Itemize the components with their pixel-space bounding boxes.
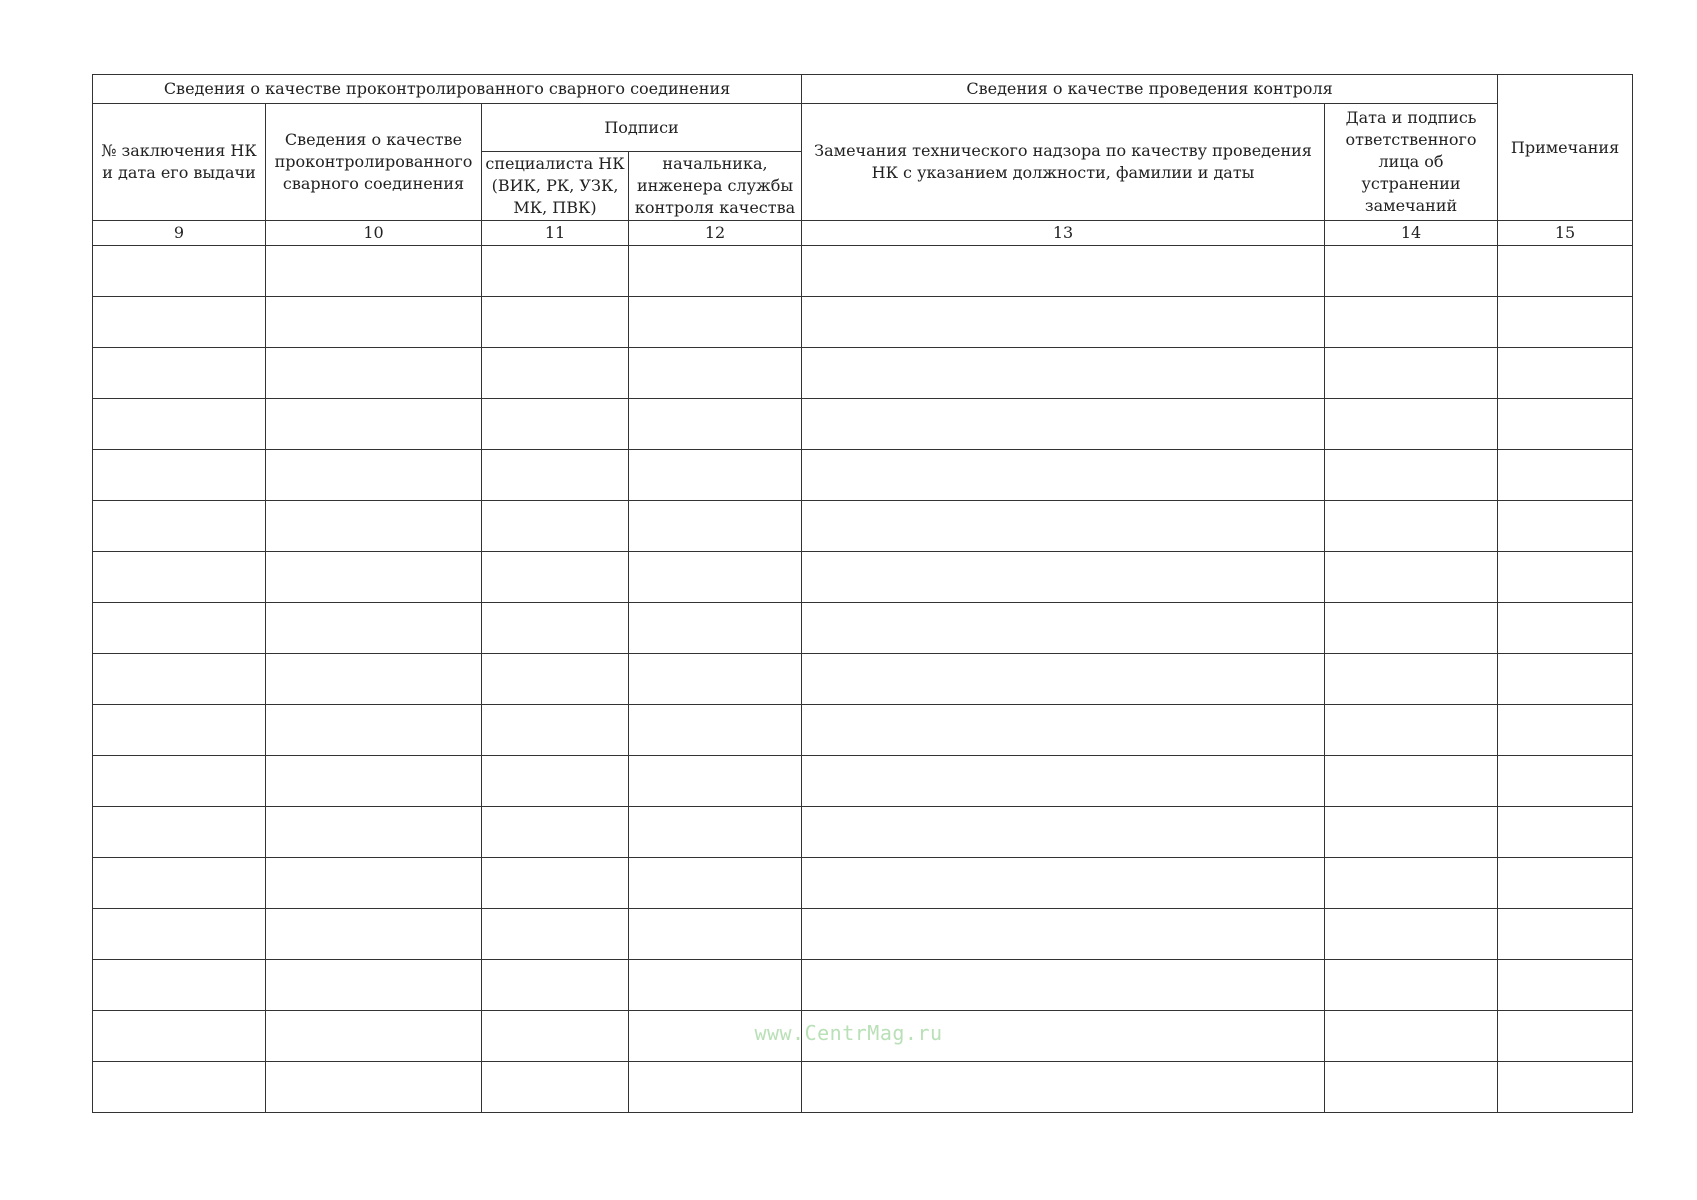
table-cell [802, 399, 1325, 450]
table-cell [802, 807, 1325, 858]
table-cell [266, 1062, 482, 1113]
table-row [93, 450, 1633, 501]
table-cell [629, 960, 802, 1011]
table-cell [266, 501, 482, 552]
table-cell [802, 246, 1325, 297]
table-cell [482, 654, 629, 705]
table-cell [1325, 858, 1498, 909]
table-cell [482, 297, 629, 348]
table-cell [93, 705, 266, 756]
table-cell [1325, 807, 1498, 858]
table-row [93, 501, 1633, 552]
header-signatures: Подписи [482, 104, 802, 152]
table-cell [629, 603, 802, 654]
table-cell [1325, 603, 1498, 654]
table-cell [1498, 450, 1633, 501]
table-cell [93, 654, 266, 705]
table-cell [482, 501, 629, 552]
table-cell [482, 858, 629, 909]
table-cell [93, 909, 266, 960]
journal-body [93, 246, 1633, 1113]
table-cell [1325, 960, 1498, 1011]
table-cell [266, 960, 482, 1011]
table-cell [629, 756, 802, 807]
table-cell [93, 960, 266, 1011]
table-cell [1325, 297, 1498, 348]
table-cell [93, 399, 266, 450]
table-cell [1325, 654, 1498, 705]
table-cell [629, 807, 802, 858]
table-cell [1498, 909, 1633, 960]
table-cell [482, 705, 629, 756]
table-cell [629, 552, 802, 603]
table-cell [1325, 705, 1498, 756]
table-cell [802, 1062, 1325, 1113]
table-cell [802, 909, 1325, 960]
table-cell [482, 450, 629, 501]
table-cell [266, 909, 482, 960]
table-cell [1498, 960, 1633, 1011]
column-number: 9 [93, 221, 266, 246]
table-cell [1325, 1062, 1498, 1113]
table-cell [1498, 552, 1633, 603]
group-header-weld-info: Сведения о качестве проконтролированного сварного соединения [93, 75, 802, 104]
table-cell [93, 807, 266, 858]
table-cell [802, 858, 1325, 909]
table-cell [802, 603, 1325, 654]
table-cell [266, 705, 482, 756]
table-cell [1498, 1062, 1633, 1113]
table-cell [93, 603, 266, 654]
table-cell [1325, 756, 1498, 807]
header-chief: начальника, инженера службы контроля качества [629, 152, 802, 221]
table-cell [1325, 399, 1498, 450]
journal-table [92, 74, 1633, 1113]
header-remarks: Замечания технического надзора по качеству проведения НК с указанием должности, фамилии и даты [802, 104, 1325, 221]
table-cell [802, 654, 1325, 705]
table-cell [93, 1062, 266, 1113]
table-cell [266, 450, 482, 501]
table-row [93, 399, 1633, 450]
table-row [93, 552, 1633, 603]
group-header-control-info: Сведения о качестве проведения контроля [802, 75, 1498, 104]
header-responsible: Дата и подпись ответственного лица об устранении замечаний [1325, 104, 1498, 221]
table-cell [802, 297, 1325, 348]
table-cell [482, 399, 629, 450]
table-cell [482, 552, 629, 603]
table-row [93, 348, 1633, 399]
table-cell [93, 756, 266, 807]
table-cell [1325, 501, 1498, 552]
table-cell [266, 246, 482, 297]
table-cell [482, 1062, 629, 1113]
header-weld-quality: Сведения о качестве проконтролированного сварного соединения [266, 104, 482, 221]
table-cell [93, 501, 266, 552]
table-cell [93, 450, 266, 501]
table-cell [1498, 399, 1633, 450]
column-number: 15 [1498, 221, 1633, 246]
table-cell [266, 756, 482, 807]
table-cell [1498, 501, 1633, 552]
table-cell [266, 399, 482, 450]
table-row [93, 705, 1633, 756]
column-number: 13 [802, 221, 1325, 246]
table-row [93, 246, 1633, 297]
table-cell [266, 654, 482, 705]
table-cell [482, 603, 629, 654]
table-cell [802, 348, 1325, 399]
table-cell [802, 705, 1325, 756]
table-cell [1498, 807, 1633, 858]
table-cell [629, 450, 802, 501]
table-cell [1498, 297, 1633, 348]
table-cell [802, 960, 1325, 1011]
table-cell [266, 807, 482, 858]
table-cell [629, 705, 802, 756]
table-cell [1498, 858, 1633, 909]
table-cell [802, 552, 1325, 603]
table-cell [482, 909, 629, 960]
table-cell [1498, 705, 1633, 756]
table-cell [93, 246, 266, 297]
table-cell [482, 756, 629, 807]
column-number: 10 [266, 221, 482, 246]
table-cell [802, 450, 1325, 501]
table-row [93, 654, 1633, 705]
table-cell [629, 654, 802, 705]
journal-page [92, 74, 1632, 1113]
table-cell [1325, 909, 1498, 960]
table-cell [266, 603, 482, 654]
table-cell [629, 1062, 802, 1113]
table-cell [266, 858, 482, 909]
column-number: 14 [1325, 221, 1498, 246]
table-row [93, 756, 1633, 807]
table-cell [1498, 246, 1633, 297]
table-cell [266, 297, 482, 348]
column-number: 11 [482, 221, 629, 246]
table-row [93, 297, 1633, 348]
table-cell [482, 246, 629, 297]
table-row [93, 603, 1633, 654]
table-cell [482, 807, 629, 858]
table-cell [802, 501, 1325, 552]
table-cell [629, 399, 802, 450]
table-cell [266, 552, 482, 603]
table-row [93, 909, 1633, 960]
table-cell [1325, 246, 1498, 297]
table-cell [93, 552, 266, 603]
table-cell [629, 909, 802, 960]
header-conclusion: № заключения НК и дата его выдачи [93, 104, 266, 221]
table-cell [629, 858, 802, 909]
table-cell [629, 297, 802, 348]
table-cell [93, 858, 266, 909]
table-cell [482, 348, 629, 399]
table-cell [266, 348, 482, 399]
table-cell [1498, 654, 1633, 705]
table-cell [1498, 603, 1633, 654]
table-cell [629, 348, 802, 399]
table-cell [1325, 552, 1498, 603]
table-row [93, 1062, 1633, 1113]
header-notes: Примечания [1498, 75, 1633, 221]
table-cell [93, 297, 266, 348]
table-cell [629, 501, 802, 552]
table-cell [93, 348, 266, 399]
table-row [93, 960, 1633, 1011]
table-cell [1498, 348, 1633, 399]
table-row [93, 807, 1633, 858]
column-number: 12 [629, 221, 802, 246]
table-cell [1498, 756, 1633, 807]
watermark: www.CentrMag.ru [754, 1021, 943, 1045]
table-cell [1325, 450, 1498, 501]
table-cell [1325, 348, 1498, 399]
table-row [93, 858, 1633, 909]
header-specialist: специалиста НК (ВИК, РК, УЗК, МК, ПВК) [482, 152, 629, 221]
table-cell [482, 960, 629, 1011]
table-cell [802, 756, 1325, 807]
table-cell [629, 246, 802, 297]
